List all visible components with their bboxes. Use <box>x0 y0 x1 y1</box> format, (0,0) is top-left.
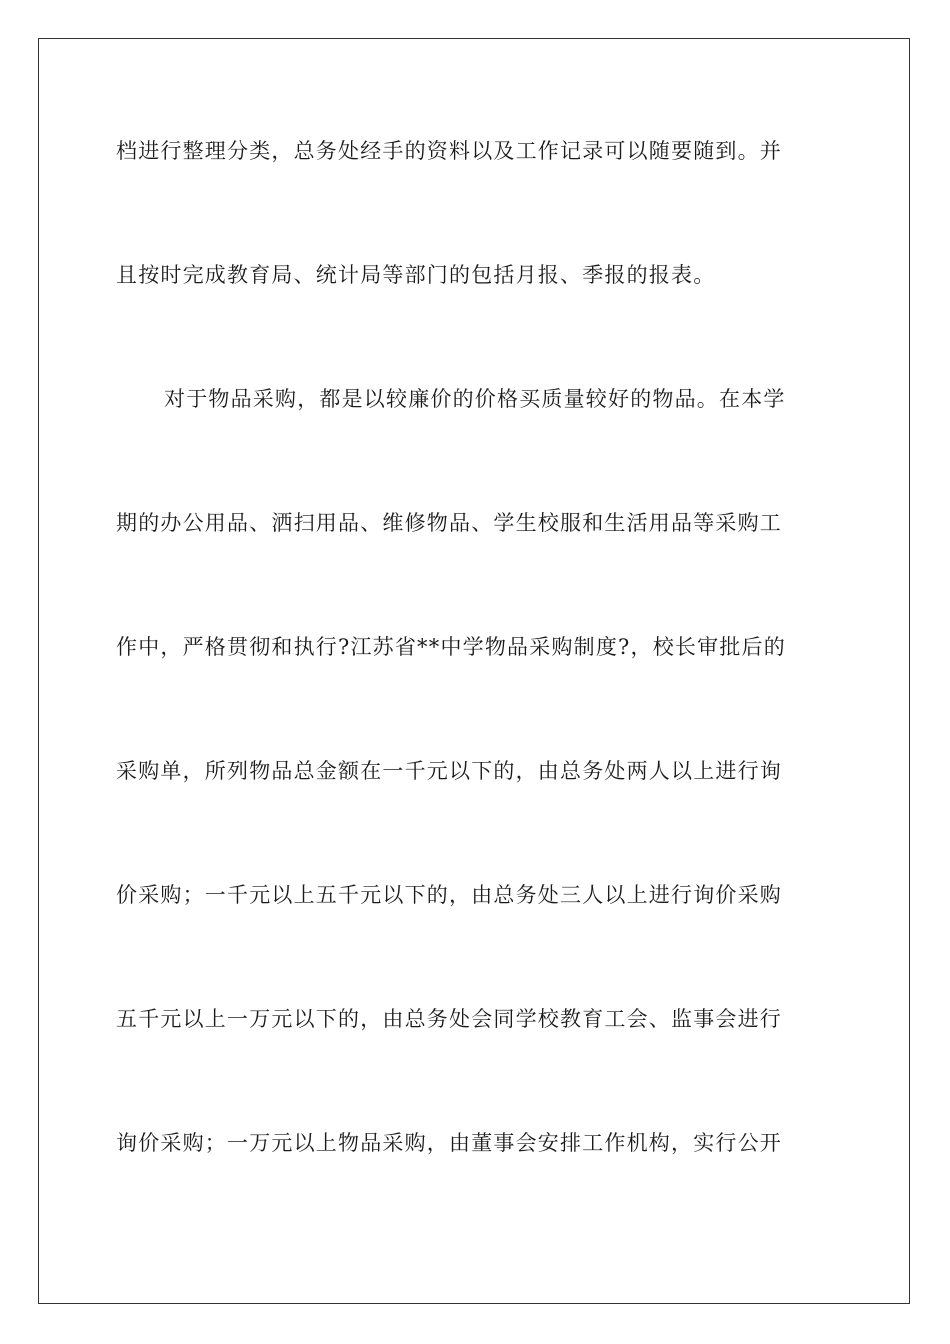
text-line-3-paragraph-start: 对于物品采购，都是以较廉价的价格买质量较好的物品。在本学 <box>164 387 786 411</box>
page-frame <box>38 38 910 1304</box>
text-line-7: 价采购；一千元以上五千元以下的，由总务处三人以上进行询价采购 <box>116 883 782 907</box>
text-line-4: 期的办公用品、洒扫用品、维修物品、学生校服和生活用品等采购工 <box>116 511 782 535</box>
text-line-1: 档进行整理分类，总务处经手的资料以及工作记录可以随要随到。并 <box>116 139 782 163</box>
text-line-9: 询价采购；一万元以上物品采购，由董事会安排工作机构，实行公开 <box>116 1131 782 1155</box>
text-line-5: 作中，严格贯彻和执行?江苏省**中学物品采购制度?，校长审批后的 <box>116 635 786 659</box>
text-line-2: 且按时完成教育局、统计局等部门的包括月报、季报的报表。 <box>116 263 716 287</box>
text-line-6: 采购单，所列物品总金额在一千元以下的，由总务处两人以上进行询 <box>116 759 782 783</box>
text-line-8: 五千元以上一万元以下的，由总务处会同学校教育工会、监事会进行 <box>116 1007 782 1031</box>
